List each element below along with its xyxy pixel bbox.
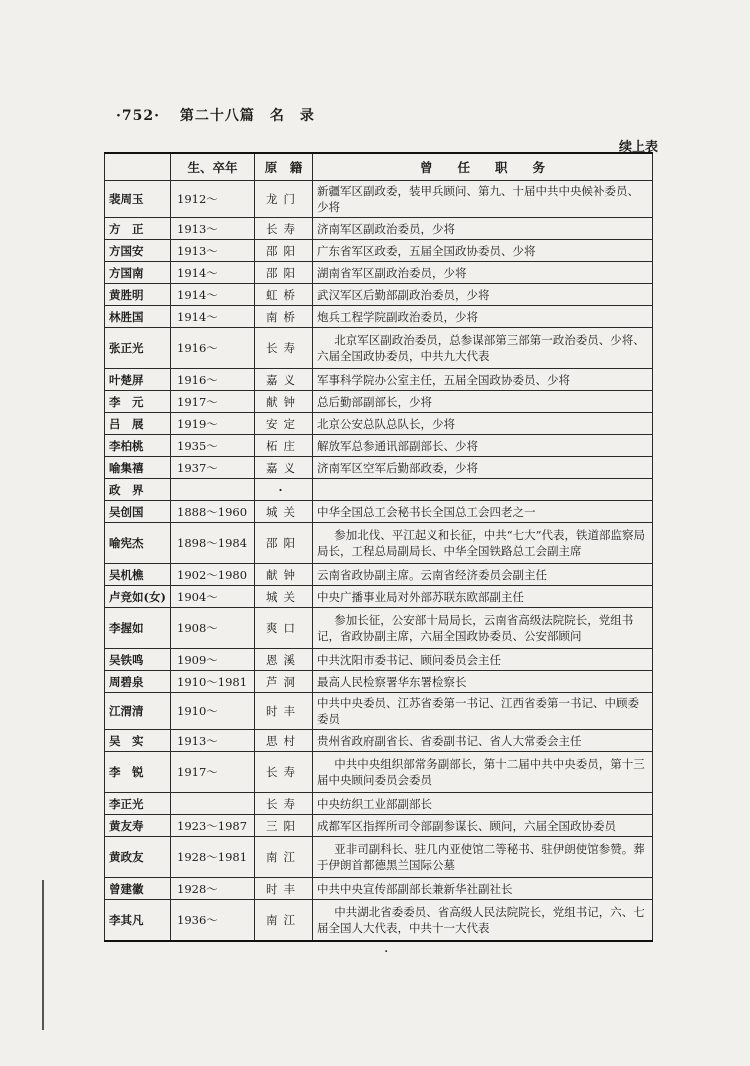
posts-held: 中共中央宣传部副部长兼新华社副社长 [313, 878, 653, 900]
native-place: 时丰 [255, 878, 313, 900]
posts-held: 湖南省军区副政治委员，少将 [313, 262, 653, 284]
person-name: 周碧泉 [105, 671, 171, 693]
table-row [105, 413, 653, 435]
native-place: 龙门 [255, 181, 313, 218]
posts-held: 中共中央委员、江苏省委第一书记、江西省委第一书记、中顾委委员 [313, 693, 653, 730]
roster-table [104, 152, 653, 942]
posts-held: 武汉军区后勤部副政治委员，少将 [313, 284, 653, 306]
posts-held: 解放军总参通讯部副部长、少将 [313, 435, 653, 457]
posts-held: 中华全国总工会秘书长全国总工会四老之一 [313, 501, 653, 523]
person-name: 李 锐 [105, 752, 171, 793]
native-place: 邵阳 [255, 262, 313, 284]
native-place: 献钟 [255, 391, 313, 413]
native-place: 城关 [255, 501, 313, 523]
native-place: 长寿 [255, 752, 313, 793]
page-number: ·752· [116, 108, 160, 124]
table-row [105, 671, 653, 693]
native-place: · [255, 479, 313, 501]
table-row [105, 218, 653, 240]
life-years: 1913～ [171, 240, 255, 262]
table-header-row [105, 153, 653, 181]
life-years: 1904～ [171, 586, 255, 608]
life-years: 1910～1981 [171, 671, 255, 693]
posts-held: 北京军区副政治委员，总参谋部第三部第一政治委员、少将、六届全国政协委员，中共九大代表 [313, 328, 653, 369]
person-name: 喻集禧 [105, 457, 171, 479]
posts-held: 中共中央组织部常务副部长，第十二届中共中央委员，第十三届中央顾问委员会委员 [313, 752, 653, 793]
table-row [105, 328, 653, 369]
column-header-name [105, 153, 171, 181]
posts-held: 济南军区副政治委员，少将 [313, 218, 653, 240]
table-body [105, 181, 653, 942]
person-name: 江渭清 [105, 693, 171, 730]
table-row [105, 435, 653, 457]
posts-held: 云南省政协副主席。云南省经济委员会副主任 [313, 564, 653, 586]
life-years: 1937～ [171, 457, 255, 479]
native-place: 城关 [255, 586, 313, 608]
posts-held: 亚非司副科长、驻几内亚使馆二等秘书、驻伊朗使馆参赞。葬于伊朗首都德黑兰国际公墓 [313, 837, 653, 878]
posts-held: 最高人民检察署华东署检察长 [313, 671, 653, 693]
life-years: 1919～ [171, 413, 255, 435]
posts-held: 新疆军区副政委，装甲兵顾问、第九、十届中共中央候补委员、少将 [313, 181, 653, 218]
section-title: 第二十八篇 名 录 [179, 108, 315, 124]
person-name: 卢竞如(女) [105, 586, 171, 608]
column-header-origin: 原 籍 [255, 153, 313, 181]
life-years: 1936～ [171, 900, 255, 942]
life-years: 1888～1960 [171, 501, 255, 523]
life-years: 1902～1980 [171, 564, 255, 586]
life-years: 1912～ [171, 181, 255, 218]
person-name: 林胜国 [105, 306, 171, 328]
posts-held: 成都军区指挥所司令部副参谋长、顾问，六届全国政协委员 [313, 815, 653, 837]
person-name: 吴创国 [105, 501, 171, 523]
native-place: 邵阳 [255, 523, 313, 564]
native-place: 献钟 [255, 564, 313, 586]
native-place: 虹桥 [255, 284, 313, 306]
person-name: 张正光 [105, 328, 171, 369]
table-row [105, 815, 653, 837]
native-place: 柘庄 [255, 435, 313, 457]
native-place: 爽口 [255, 608, 313, 649]
posts-held: 中共湖北省委委员、省高级人民法院院长，党组书记，六、七届全国人大代表，中共十一大代表 [313, 900, 653, 942]
table-row [105, 391, 653, 413]
native-place: 安定 [255, 413, 313, 435]
native-place: 邵阳 [255, 240, 313, 262]
table-row [105, 586, 653, 608]
person-name: 黄政友 [105, 837, 171, 878]
column-header-years: 生、卒年 [171, 153, 255, 181]
life-years: 1908～ [171, 608, 255, 649]
native-place: 思村 [255, 730, 313, 752]
posts-held: 参加北伐、平江起义和长征，中共“七大”代表，铁道部监察局局长，工程总局副局长、中华全国铁路总工会副主席 [313, 523, 653, 564]
life-years [171, 479, 255, 501]
table-row [105, 900, 653, 942]
native-place: 南江 [255, 837, 313, 878]
person-name: 黄友寿 [105, 815, 171, 837]
life-years: 1917～ [171, 752, 255, 793]
person-name: 叶楚屏 [105, 369, 171, 391]
life-years: 1909～ [171, 649, 255, 671]
table-row [105, 262, 653, 284]
person-name: 李握如 [105, 608, 171, 649]
table-row [105, 608, 653, 649]
table-row [105, 693, 653, 730]
person-name: 方 正 [105, 218, 171, 240]
table-row [105, 306, 653, 328]
posts-held: 贵州省政府副省长、省委副书记、省人大常委会主任 [313, 730, 653, 752]
person-name: 吴 实 [105, 730, 171, 752]
binding-edge-line [42, 880, 44, 1030]
person-name: 吴机樵 [105, 564, 171, 586]
table-row [105, 523, 653, 564]
person-name: 吕 展 [105, 413, 171, 435]
life-years: 1917～ [171, 391, 255, 413]
life-years: 1923～1987 [171, 815, 255, 837]
table-row [105, 240, 653, 262]
native-place: 时丰 [255, 693, 313, 730]
table-row [105, 501, 653, 523]
native-place: 长寿 [255, 328, 313, 369]
posts-held: 济南军区空军后勤部政委，少将 [313, 457, 653, 479]
life-years [171, 793, 255, 815]
person-name: 政 界 [105, 479, 171, 501]
native-place: 南江 [255, 900, 313, 942]
table-row [105, 649, 653, 671]
life-years: 1913～ [171, 218, 255, 240]
person-name: 裴周玉 [105, 181, 171, 218]
table-row [105, 730, 653, 752]
native-place: 嘉义 [255, 369, 313, 391]
table-row [105, 878, 653, 900]
life-years: 1928～ [171, 878, 255, 900]
column-header-posts: 曾 任 职 务 [313, 153, 653, 181]
table-row [105, 181, 653, 218]
posts-held: 参加长征，公安部十局局长，云南省高级法院院长，党组书记，省政协副主席，六届全国政协委员、公安部顾问 [313, 608, 653, 649]
person-name: 曾建徽 [105, 878, 171, 900]
table-row [105, 369, 653, 391]
person-name: 方国安 [105, 240, 171, 262]
life-years: 1913～ [171, 730, 255, 752]
posts-held: 中共沈阳市委书记、顾问委员会主任 [313, 649, 653, 671]
page-header [116, 105, 315, 125]
person-name: 李其凡 [105, 900, 171, 942]
native-place: 嘉义 [255, 457, 313, 479]
posts-held: 北京公安总队总队长，少将 [313, 413, 653, 435]
native-place: 长寿 [255, 218, 313, 240]
life-years: 1935～ [171, 435, 255, 457]
table-row [105, 837, 653, 878]
life-years: 1916～ [171, 369, 255, 391]
person-name: 李柏桃 [105, 435, 171, 457]
native-place: 三阳 [255, 815, 313, 837]
life-years: 1898～1984 [171, 523, 255, 564]
life-years: 1914～ [171, 262, 255, 284]
posts-held: 总后勤部副部长，少将 [313, 391, 653, 413]
life-years: 1916～ [171, 328, 255, 369]
table-row [105, 793, 653, 815]
native-place: 恩溪 [255, 649, 313, 671]
posts-held: 中央广播事业局对外部苏联东欧部副主任 [313, 586, 653, 608]
table-row [105, 457, 653, 479]
footer-mark: · [384, 944, 389, 960]
person-name: 方国南 [105, 262, 171, 284]
life-years: 1928～1981 [171, 837, 255, 878]
table-row [105, 564, 653, 586]
native-place: 长寿 [255, 793, 313, 815]
posts-held: 中央纺织工业部副部长 [313, 793, 653, 815]
person-name: 喻宪杰 [105, 523, 171, 564]
section-row [105, 479, 653, 501]
posts-held: 炮兵工程学院副政治委员，少将 [313, 306, 653, 328]
posts-held: 广东省军区政委，五届全国政协委员、少将 [313, 240, 653, 262]
table-row [105, 752, 653, 793]
posts-held: 军事科学院办公室主任，五届全国政协委员、少将 [313, 369, 653, 391]
life-years: 1914～ [171, 306, 255, 328]
posts-held [313, 479, 653, 501]
table-row [105, 284, 653, 306]
person-name: 吴铁鸣 [105, 649, 171, 671]
life-years: 1910～ [171, 693, 255, 730]
person-name: 黄胜明 [105, 284, 171, 306]
person-name: 李正光 [105, 793, 171, 815]
continued-label: 续上表 [618, 140, 658, 155]
life-years: 1914～ [171, 284, 255, 306]
native-place: 南桥 [255, 306, 313, 328]
native-place: 芦洞 [255, 671, 313, 693]
person-name: 李 元 [105, 391, 171, 413]
